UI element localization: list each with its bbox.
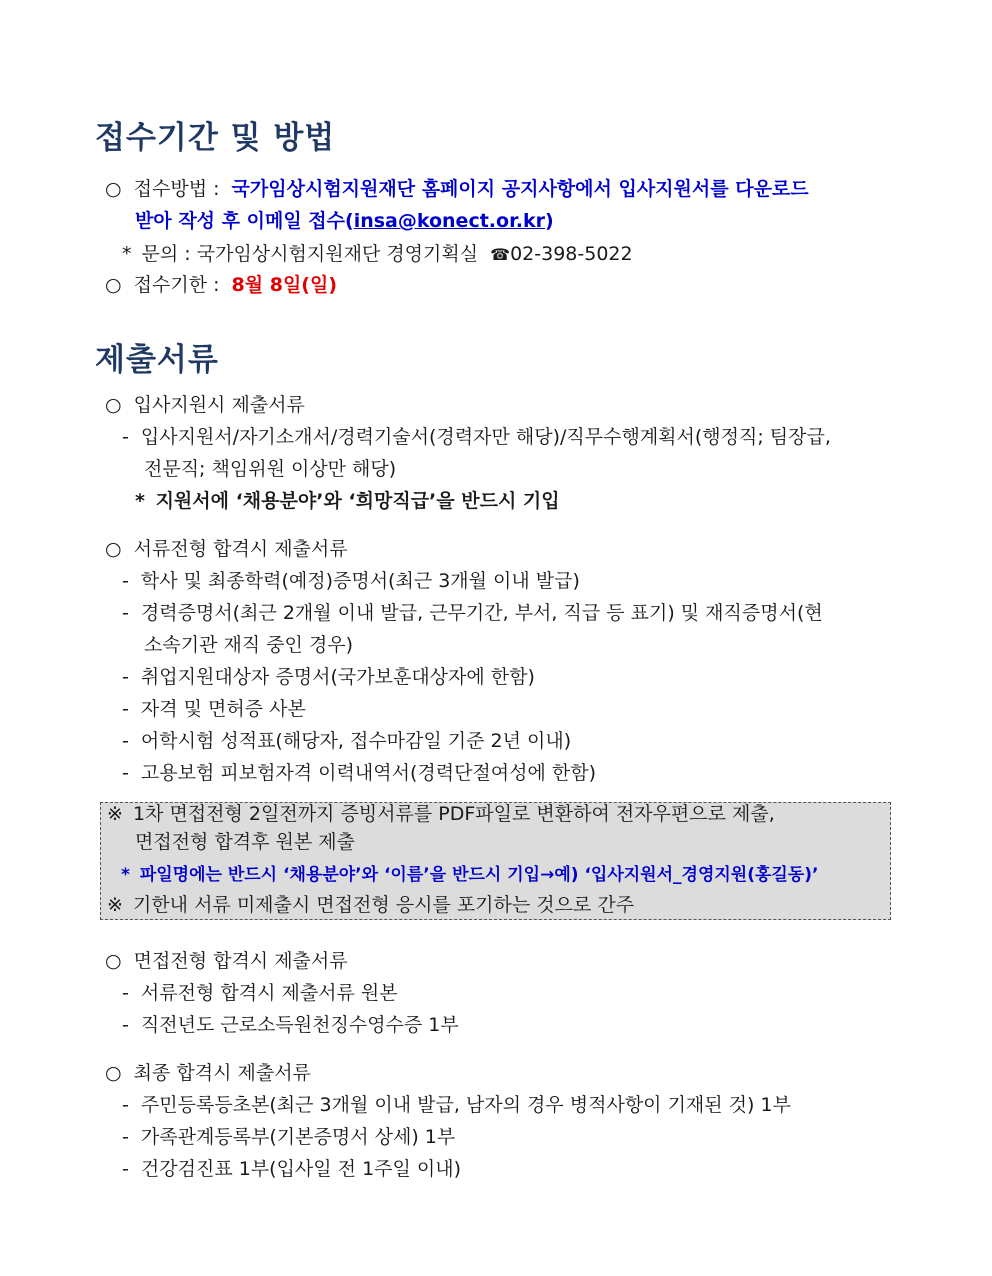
apply-item-text-2: 전문직; 책임위원 이상만 해당) — [144, 458, 397, 480]
docpass-title: 서류전형 합격시 제출서류 — [133, 538, 348, 560]
reference-mark: ※ — [107, 803, 123, 825]
dash-marker: - — [122, 570, 129, 592]
asterisk-marker: * — [122, 243, 132, 265]
interview-item-text: 직전년도 근로소득원천징수영수증 1부 — [140, 1014, 459, 1036]
phone-number: 02-398-5022 — [510, 243, 633, 265]
final-item — [122, 1123, 455, 1151]
interview-title-line — [105, 947, 348, 975]
contact-text: 문의 : 국가임상시험지원재단 경영기획실 — [141, 243, 479, 265]
dash-marker: - — [122, 982, 129, 1004]
final-item-text: 건강검진표 1부(입사일 전 1주일 이내) — [140, 1158, 462, 1180]
interview-item-text: 서류전형 합격시 제출서류 원본 — [140, 982, 398, 1004]
deadline-line — [105, 271, 337, 299]
final-title-line — [105, 1059, 311, 1087]
docpass-item — [122, 695, 306, 723]
final-title: 최종 합격시 제출서류 — [133, 1062, 311, 1084]
final-item-text: 가족관계등록부(기본증명서 상세) 1부 — [140, 1126, 456, 1148]
note-line-3 — [107, 891, 634, 919]
circle-bullet-icon: ○ — [105, 538, 122, 560]
circle-bullet-icon: ○ — [105, 274, 122, 296]
method-line-2 — [135, 207, 554, 235]
final-item — [122, 1091, 791, 1119]
apply-item-text-1: 입사지원서/자기소개서/경력기술서(경력자만 해당)/직무수행계획서(행정직; 팀장급, — [140, 426, 831, 448]
docpass-item-text: 자격 및 면허증 사본 — [140, 698, 306, 720]
asterisk-marker: * — [135, 490, 145, 512]
apply-note-line — [135, 487, 560, 515]
note-line-1 — [107, 800, 775, 828]
circle-bullet-icon: ○ — [105, 1062, 122, 1084]
docpass-item — [122, 567, 580, 595]
section-heading-documents: 제출서류 — [95, 342, 219, 378]
note-text-2: 면접전형 합격후 원본 제출 — [135, 831, 356, 853]
circle-bullet-icon: ○ — [105, 178, 122, 200]
circle-bullet-icon: ○ — [105, 950, 122, 972]
docpass-item-text: 학사 및 최종학력(예정)증명서(최근 3개월 이내 발급) — [140, 570, 580, 592]
email-link[interactable]: insa@konect.or.kr — [353, 210, 545, 232]
apply-title-line — [105, 391, 305, 419]
dash-marker: - — [122, 1126, 129, 1148]
note-blue-line — [121, 861, 818, 889]
docpass-item-continuation: 소속기관 재직 중인 경우) — [144, 634, 354, 656]
deadline-label: 접수기한 : — [133, 274, 220, 296]
docpass-item-text: 어학시험 성적표(해당자, 접수마감일 기준 2년 이내) — [140, 730, 572, 752]
dash-marker: - — [122, 666, 129, 688]
submission-note-box — [100, 802, 891, 920]
dash-marker: - — [122, 1014, 129, 1036]
method-label: 접수방법 : — [133, 178, 220, 200]
dash-marker: - — [122, 602, 129, 624]
apply-title: 입사지원시 제출서류 — [133, 394, 305, 416]
deadline-value: 8월 8일(일) — [231, 274, 338, 296]
note-text-1: 1차 면접전형 2일전까지 증빙서류를 PDF파일로 변환하여 전자우편으로 제출, — [132, 803, 775, 825]
interview-title: 면접전형 합격시 제출서류 — [133, 950, 348, 972]
interview-item — [122, 1011, 459, 1039]
dash-marker: - — [122, 730, 129, 752]
docpass-item — [122, 663, 535, 691]
asterisk-marker: * — [121, 865, 130, 885]
dash-marker: - — [122, 426, 129, 448]
interview-item — [122, 979, 398, 1007]
method-text-2: 받아 작성 후 이메일 접수( — [135, 210, 354, 232]
dash-marker: - — [122, 1158, 129, 1180]
final-item — [122, 1155, 461, 1183]
apply-note: 지원서에 ‘채용분야’와 ‘희망직급’을 반드시 기입 — [155, 490, 560, 512]
section-heading-application: 접수기간 및 방법 — [95, 120, 336, 156]
docpass-item-text: 취업지원대상자 증명서(국가보훈대상자에 한함) — [140, 666, 535, 688]
docpass-item-text: 경력증명서(최근 2개월 이내 발급, 근무기간, 부서, 직급 등 표기) 및 재직증명서(현 — [140, 602, 823, 624]
docpass-item-text: 고용보험 피보험자격 이력내역서(경력단절여성에 한함) — [140, 762, 596, 784]
method-text-1: 국가임상시험지원재단 홈페이지 공지사항에서 입사지원서를 다운로드 — [231, 178, 809, 200]
docpass-item — [122, 759, 596, 787]
method-line-1 — [105, 175, 809, 203]
phone-icon: ☎ — [490, 245, 511, 264]
docpass-item — [122, 599, 823, 627]
dash-marker: - — [122, 1094, 129, 1116]
dash-marker: - — [122, 762, 129, 784]
note-text-3: 기한내 서류 미제출시 면접전형 응시를 포기하는 것으로 간주 — [132, 894, 635, 916]
contact-line — [122, 240, 633, 269]
method-text-2-suffix: ) — [544, 210, 554, 232]
circle-bullet-icon: ○ — [105, 394, 122, 416]
final-item-text: 주민등록등초본(최근 3개월 이내 발급, 남자의 경우 병적사항이 기재된 것) 1부 — [140, 1094, 791, 1116]
apply-item-line-1 — [122, 423, 831, 451]
docpass-item — [122, 727, 571, 755]
dash-marker: - — [122, 698, 129, 720]
note-blue-text: 파일명에는 반드시 ‘채용분야’와 ‘이름’을 반드시 기입→예) ‘입사지원서_경영지원(홍길동)’ — [139, 865, 819, 885]
reference-mark: ※ — [107, 894, 123, 916]
docpass-title-line — [105, 535, 348, 563]
